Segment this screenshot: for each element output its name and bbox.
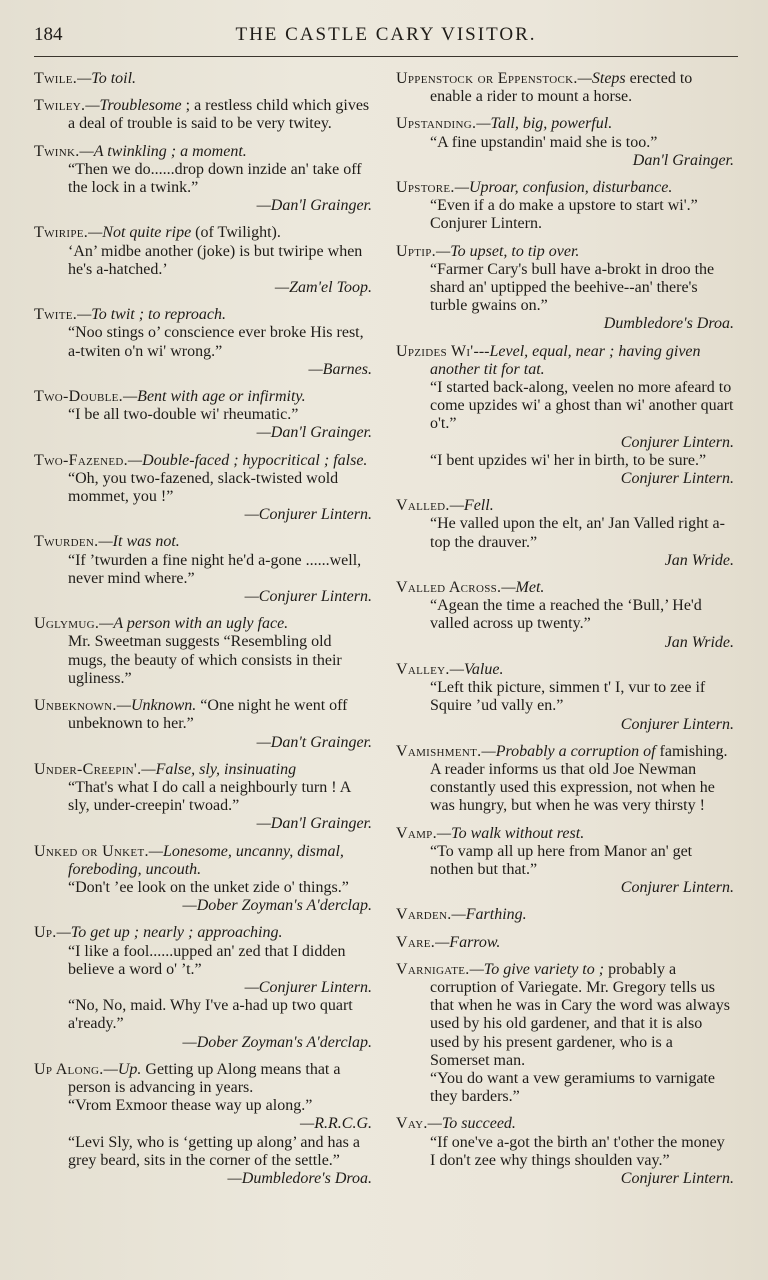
- definition: —To upset, to tip over.: [435, 242, 580, 260]
- definition: ---Level, equal, near ; having given another tit for tat.: [430, 342, 701, 378]
- entry-headline: [396, 243, 734, 261]
- attribution: Conjurer Lintern.: [620, 879, 734, 897]
- attribution: —Barnes.: [308, 360, 372, 378]
- dictionary-entry-under-creepin: [34, 761, 372, 834]
- entry-headline: [396, 961, 734, 1070]
- definition: —Probably a corruption of: [481, 742, 656, 760]
- quotation: “Vrom Exmoor thease way up along.”: [68, 1097, 313, 1115]
- entry-headline: [34, 143, 372, 161]
- attribution: —Zam'el Toop.: [274, 279, 372, 297]
- dictionary-entry-unked: [34, 843, 372, 916]
- entry-headline: [34, 306, 372, 324]
- entry-headline: [34, 224, 372, 242]
- quotation: “Noo stings o’ conscience ever broke His rest, a-twiten o'n wi' wrong.”: [68, 324, 364, 360]
- quotation: “A fine upstandin' maid she is too.”: [430, 133, 658, 151]
- dictionary-entry-twile: [34, 70, 372, 88]
- dictionary-entry-upstanding: [396, 115, 734, 170]
- entry-headline: [396, 743, 734, 816]
- definition-continuation: ; a restless child which gives a deal of trouble is said to be very twitey.: [68, 97, 370, 133]
- headword: Unked or Unket.: [34, 842, 149, 860]
- headword: Up.: [34, 924, 57, 942]
- quotation-second: “I bent upzides wi' her in birth, to be sure.”: [430, 451, 707, 469]
- entry-headline: [396, 661, 734, 679]
- headword: Twile.: [34, 70, 78, 87]
- entry-headline: [396, 906, 734, 924]
- headword: Valled.: [396, 497, 450, 515]
- headword: Varnigate.: [396, 960, 470, 978]
- dictionary-entry-uglymug: [34, 615, 372, 688]
- dictionary-entry-vamp: [396, 825, 734, 898]
- entry-headline: [34, 843, 372, 879]
- entry-headline: [34, 1061, 372, 1097]
- definition: —To succeed.: [427, 1115, 516, 1133]
- attribution: Jan Wride.: [664, 633, 734, 651]
- dictionary-entry-uppenstock: [396, 70, 734, 106]
- dictionary-entry-unbeknown: [34, 697, 372, 752]
- quotation: “If one've a-got the birth an' t'other the money I don't zee why things shoulden vay.”: [430, 1133, 725, 1169]
- attribution: Conjurer Lintern.: [620, 715, 734, 733]
- quotation: “Then we do......drop down inzide an' take off the lock in a twink.”: [68, 160, 362, 197]
- dictionary-entry-valled-across: [396, 579, 734, 652]
- page-header: [34, 22, 738, 52]
- quotation: “Oh, you two-fazened, slack-twisted wold mommet, you !”: [68, 469, 339, 506]
- definition-continuation: Getting up Along means that a person is advancing in years.: [68, 1060, 341, 1096]
- definition: —To walk without rest.: [436, 824, 585, 842]
- definition: —Farrow.: [435, 933, 501, 951]
- definition: —Unknown.: [116, 697, 197, 715]
- definition: —Troublesome: [85, 97, 182, 115]
- definition: —To twit ; to reproach.: [77, 306, 226, 324]
- definition-continuation: famishing. A reader informs us that old Joe Newman constantly used this expression, not when he was hungry, but when he was very thirsty !: [430, 742, 728, 815]
- attribution: —Conjurer Lintern.: [244, 588, 372, 606]
- headword: Twiley.: [34, 97, 86, 115]
- definition: —Lonesome, uncanny, dismal, foreboding, uncouth.: [68, 842, 344, 878]
- attribution: —Dan'l Grainger.: [256, 424, 372, 442]
- attribution: Conjurer Lintern.: [620, 1169, 734, 1187]
- headword: Uppenstock or Eppenstock.: [396, 70, 578, 87]
- definition: —A twinkling ; a moment.: [79, 142, 247, 160]
- definition-continuation: probably a corruption of Variegate. Mr. Gregory tells us that when he was in Cary the word was always used by his old gardener, and that it is also used by his present gardener, who is a Somerset man.: [430, 960, 730, 1069]
- headword: Valled Across.: [396, 579, 502, 597]
- right-column: [396, 70, 734, 1197]
- quotation: “I started back-along, veelen no more afeard to come upzides wi' a ghost than wi' another quart o't.”: [430, 379, 734, 433]
- entry-headline: [396, 1115, 734, 1133]
- quotation: “To vamp all up here from Manor an' get nothen but that.”: [430, 842, 693, 878]
- headword: Two-Double.: [34, 388, 123, 406]
- entry-headline: [396, 179, 734, 197]
- definition: —Met.: [501, 579, 545, 597]
- attribution: —Dan'l Grainger.: [256, 815, 372, 833]
- attribution: —Conjurer Lintern.: [244, 978, 372, 996]
- dictionary-entry-twurden: [34, 533, 372, 606]
- entry-headline: [396, 343, 734, 379]
- entry-headline: [34, 761, 372, 779]
- dictionary-entry-up-along: [34, 1061, 372, 1188]
- quotation: “If ’twurden a fine night he'd a-gone ......well, never mind where.”: [68, 551, 362, 587]
- attribution: —R.R.C.G.: [300, 1115, 372, 1133]
- left-column: [34, 70, 372, 1197]
- headword: Vare.: [396, 933, 436, 951]
- definition: —Steps: [577, 70, 626, 87]
- headword: Upstore.: [396, 179, 455, 197]
- headword: Twink.: [34, 142, 80, 160]
- dictionary-entry-upstore: [396, 179, 734, 234]
- entry-headline: [396, 579, 734, 597]
- attribution: —Dan't Grainger.: [256, 733, 372, 751]
- headword: Under-Creepin'.: [34, 760, 142, 778]
- attribution: —Dan'l Grainger.: [256, 197, 372, 215]
- quotation-second: “No, No, maid. Why I've a-had up two quart a'ready.”: [68, 997, 353, 1033]
- attribution: Jan Wride.: [664, 551, 734, 569]
- editorial-note: Mr. Sweetman suggests “Resembling old mugs, the beauty of which consists in their ugliness.”: [68, 633, 342, 687]
- headword: Vamp.: [396, 824, 437, 842]
- header-rule: [34, 56, 738, 57]
- dictionary-entry-varnigate: [396, 961, 734, 1107]
- headword: Uptip.: [396, 242, 436, 260]
- headword: Varden.: [396, 906, 452, 924]
- entry-headline: [34, 388, 372, 406]
- definition: —Fell.: [449, 497, 494, 515]
- headword: Unbeknown.: [34, 697, 117, 715]
- attribution: —Conjurer Lintern.: [244, 506, 372, 524]
- dictionary-entry-twiley: [34, 97, 372, 133]
- headword: Upstanding.: [396, 115, 477, 133]
- dictionary-entry-upzides: [396, 343, 734, 489]
- headword: Uglymug.: [34, 615, 100, 633]
- definition: —A person with an ugly face.: [99, 615, 289, 633]
- entry-headline: [34, 70, 372, 88]
- entry-headline: [34, 533, 372, 551]
- definition: —To get up ; nearly ; approaching.: [56, 924, 283, 942]
- quotation-second: “Levi Sly, who is ‘getting up along’ and has a grey beard, sits in the corner of the settle.”: [68, 1133, 360, 1169]
- definition: —To toil.: [77, 70, 137, 87]
- dictionary-entry-uptip: [396, 243, 734, 334]
- quotation: “You do want a vew geramiums to varnigate they barders.”: [430, 1069, 715, 1106]
- quotation: “He valled upon the elt, an' Jan Valled right a-top the drauver.”: [430, 515, 725, 551]
- quotation: “Left thik picture, simmen t' I, vur to zee if Squire ’ud vally en.”: [430, 679, 706, 715]
- dictionary-entry-valled: [396, 497, 734, 570]
- dictionary-entry-twite: [34, 306, 372, 379]
- entry-headline: [396, 934, 734, 952]
- dictionary-entry-vay: [396, 1115, 734, 1188]
- quotation: “Even if a do make a upstore to start wi'.” Conjurer Lintern.: [430, 197, 698, 233]
- quotation: “Agean the time a reached the ‘Bull,’ He'd valled across up twenty.”: [430, 597, 702, 633]
- attribution-second: —Dumbledore's Droa.: [227, 1169, 372, 1187]
- entry-headline: [396, 497, 734, 515]
- definition: —Not quite ripe: [88, 224, 192, 242]
- headword: Twite.: [34, 306, 78, 324]
- definition: —Value.: [449, 660, 504, 678]
- attribution-second: —Dober Zoyman's A'derclap.: [182, 1033, 372, 1051]
- entry-headline: [34, 452, 372, 470]
- definition: —Double-faced ; hypocritical ; false.: [127, 451, 368, 469]
- headword: Vamishment.: [396, 742, 482, 760]
- attribution: Conjurer Lintern.: [620, 433, 734, 451]
- dictionary-entry-vare: [396, 934, 734, 952]
- definition-continuation: erected to enable a rider to mount a horse.: [430, 70, 693, 106]
- attribution-second: Conjurer Lintern.: [620, 470, 734, 488]
- attribution: —Dober Zoyman's A'derclap.: [182, 897, 372, 915]
- definition: —Bent with age or infirmity.: [122, 388, 306, 406]
- page-number: 184: [34, 24, 63, 45]
- headword: Up Along.: [34, 1060, 104, 1078]
- definition: —To give variety to ;: [469, 960, 605, 978]
- definition: —It was not.: [98, 533, 180, 551]
- definition: —False, sly, insinuating: [141, 760, 297, 778]
- quotation: “Don't ’ee look on the unket zide o' things.”: [68, 878, 349, 896]
- headword: Valley.: [396, 660, 450, 678]
- attribution: Dumbledore's Droa.: [603, 315, 734, 333]
- dictionary-entry-varden: [396, 906, 734, 924]
- dictionary-entry-two-double: [34, 388, 372, 443]
- headword: Twurden.: [34, 533, 99, 551]
- entry-headline: [34, 697, 372, 733]
- headword: Upzides Wi': [396, 342, 474, 360]
- quotation: “I be all two-double wi' rheumatic.”: [68, 406, 299, 424]
- entry-headline: [34, 924, 372, 942]
- running-title: THE CASTLE CARY VISITOR.: [235, 24, 537, 45]
- dictionary-entry-up: [34, 924, 372, 1051]
- dictionary-entry-vamishment: [396, 743, 734, 816]
- definition: —Uproar, confusion, disturbance.: [454, 179, 673, 197]
- headword: Twiripe.: [34, 224, 89, 242]
- entry-headline: [396, 825, 734, 843]
- entry-headline: [34, 615, 372, 633]
- attribution: Dan'l Grainger.: [632, 151, 734, 169]
- definition: —Tall, big, powerful.: [476, 115, 613, 133]
- definition-continuation: (of Twilight).: [195, 224, 281, 242]
- entry-headline: [34, 97, 372, 133]
- quotation: “Farmer Cary's bull have a-brokt in droo the shard an' uptipped the beehive--an' there's turble gwains on.”: [430, 260, 715, 315]
- entry-headline: [396, 70, 734, 106]
- dictionary-entry-valley: [396, 661, 734, 734]
- definition: —Farthing.: [451, 906, 527, 924]
- dictionary-entry-two-fazened: [34, 452, 372, 525]
- definition-continuation: “One night he went off unbeknown to her.”: [68, 697, 348, 733]
- definition: —Up.: [103, 1060, 142, 1078]
- dictionary-entry-twink: [34, 143, 372, 216]
- quotation: “That's what I do call a neighbourly turn ! A sly, under-creepin' twoad.”: [68, 778, 351, 815]
- entry-headline: [396, 115, 734, 133]
- dictionary-entry-twiripe: [34, 224, 372, 297]
- headword: Vay.: [396, 1115, 428, 1133]
- quotation: “I like a fool......upped an' zed that I didden believe a word o' ’t.”: [68, 942, 346, 978]
- quotation: ‘An’ midbe another (joke) is but twiripe when he's a-hatched.’: [68, 242, 363, 278]
- headword: Two-Fazened.: [34, 451, 128, 469]
